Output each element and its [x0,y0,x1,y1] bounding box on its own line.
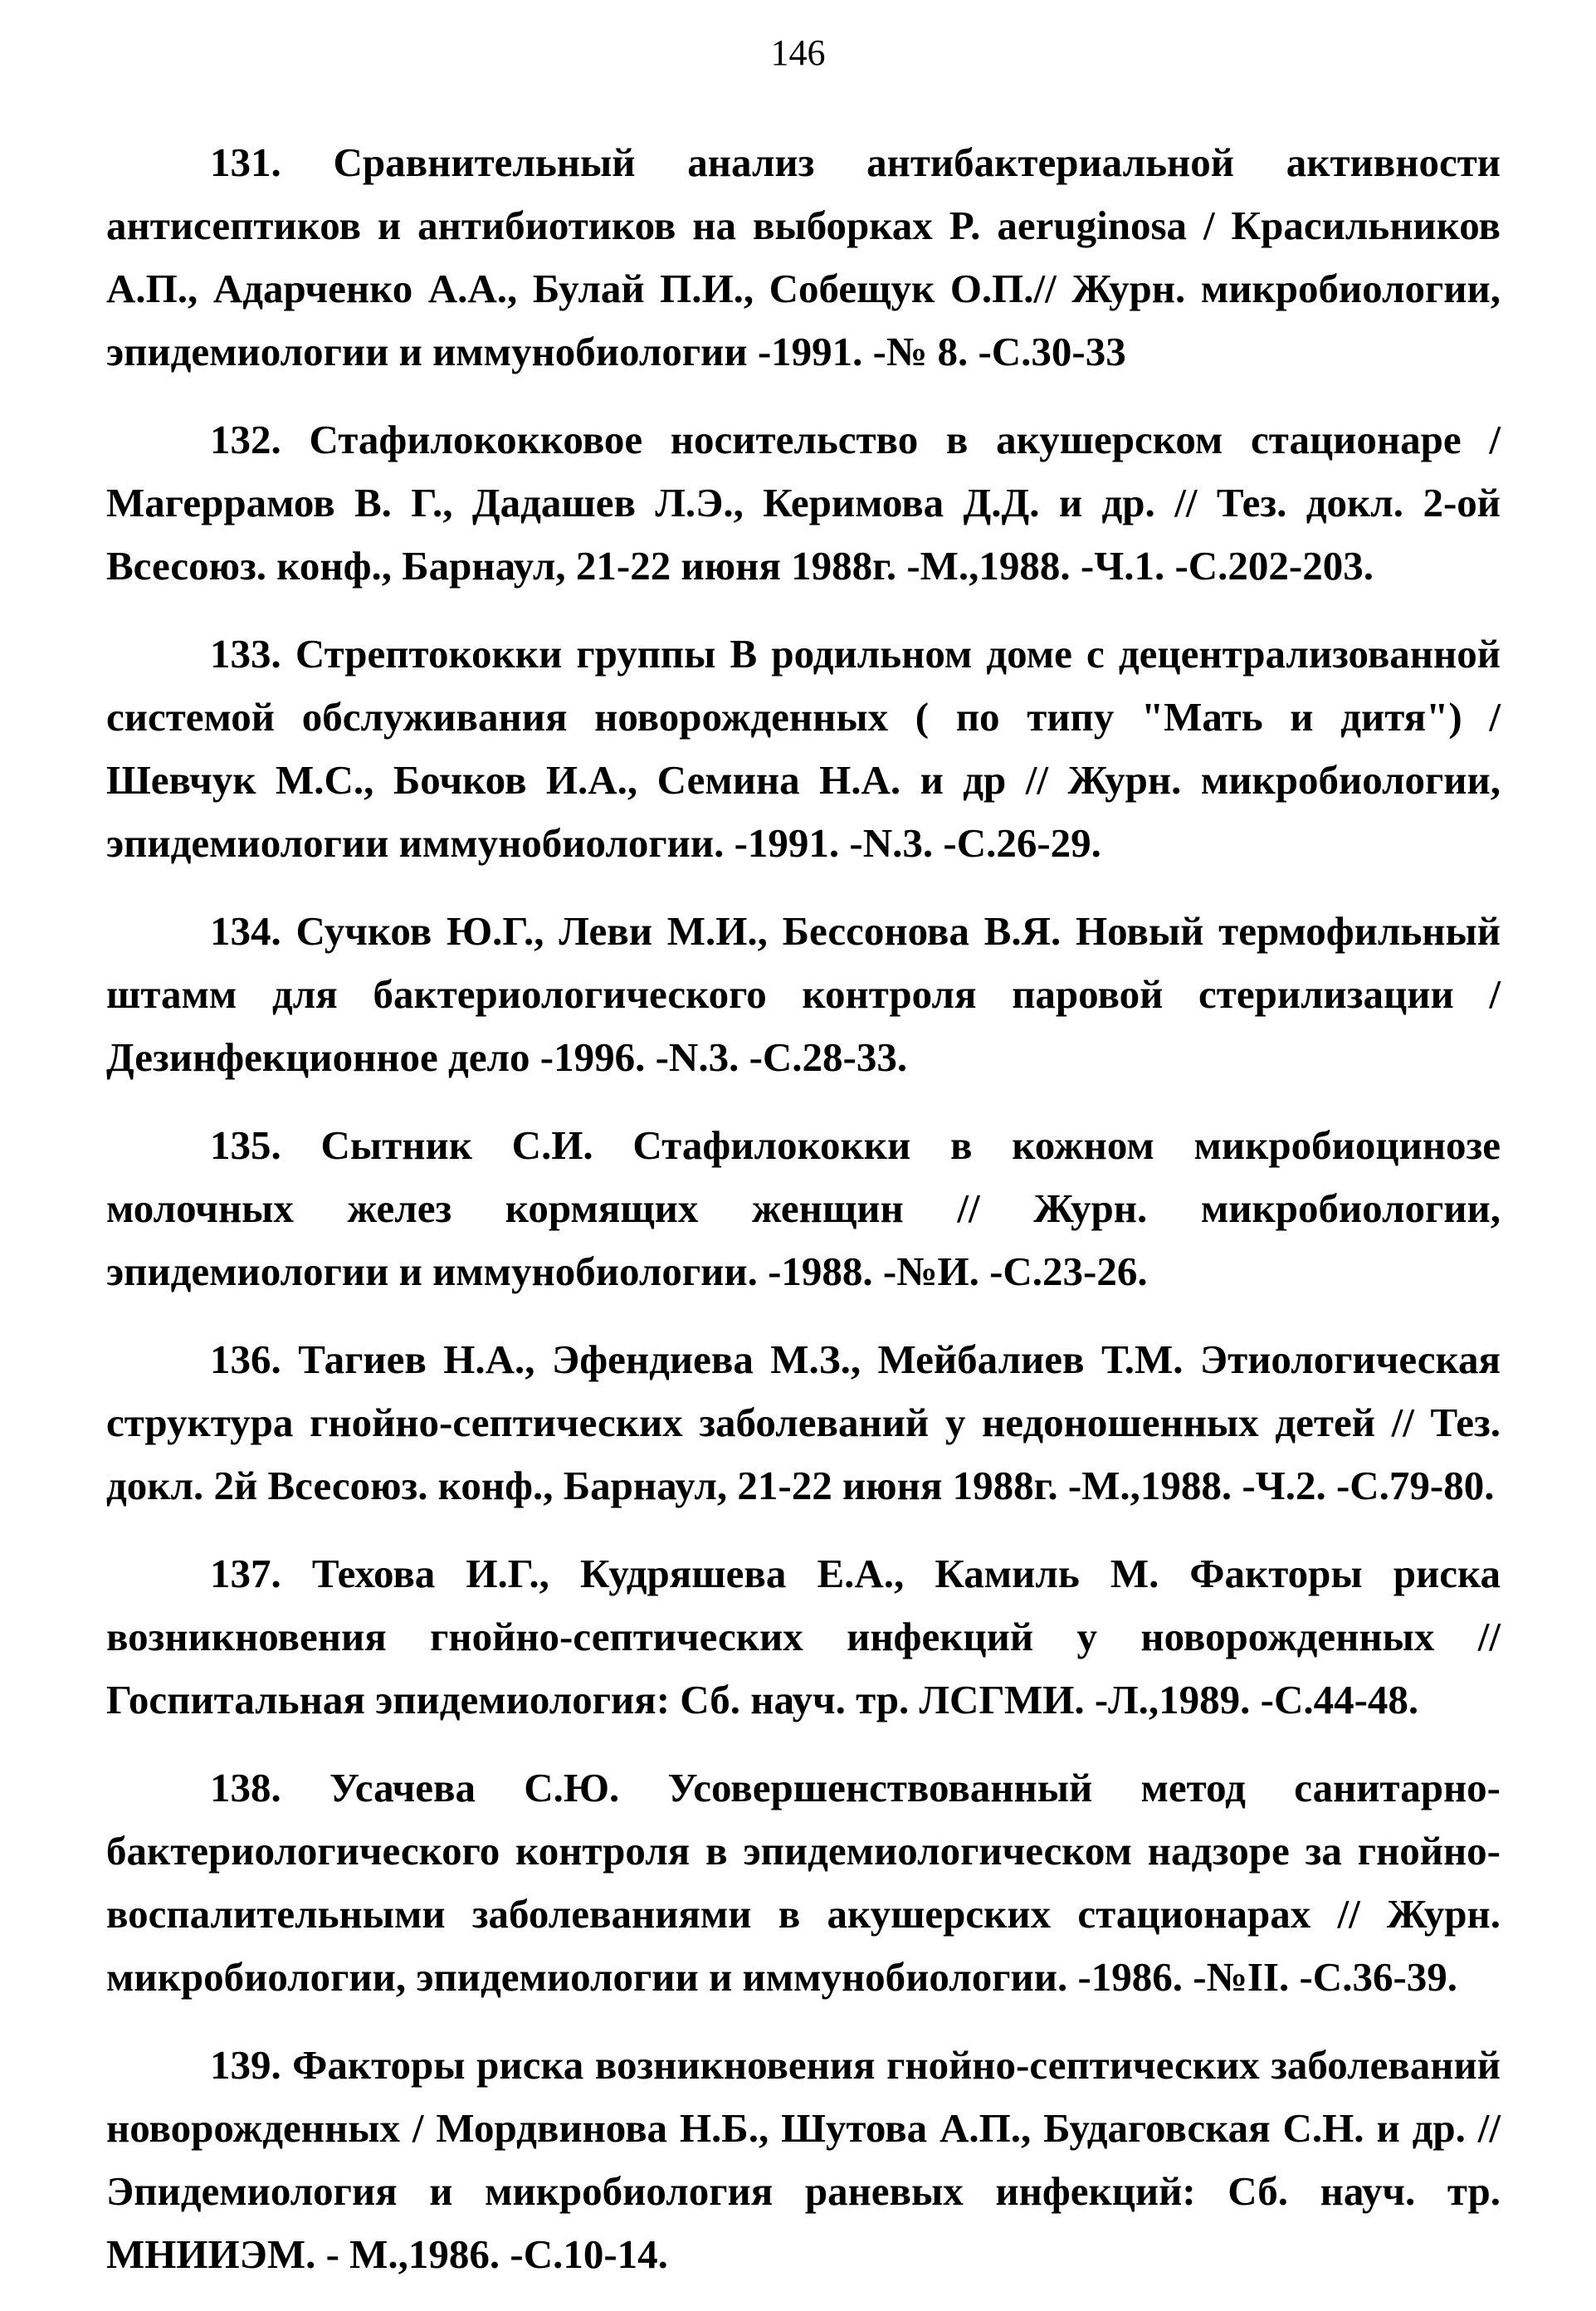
reference-text: Факторы риска возникновения гнойно-септических заболеваний новорожденных / Мордвинова Н.Б., Шутова А.П., Будаговская С.Н. и др. // Эпидемиология и микробиология раневых инфекций: Сб. науч. тр. МНИИЭМ. - М.,1986. -С.10-14. [106,2042,1501,2277]
reference-number: 131. [210,139,281,185]
reference-item [106,623,1501,875]
reference-item [106,1756,1501,2009]
reference-text: Сравнительный анализ антибактериальной активности антисептиков и антибиотиков на выборках P. aeruginosa / Красильников А.П., Адарченко А.А., Булай П.И., Собещук О.П.// Журн. микробиологии, эпидемиологии и иммунобиологии -1991. -№ 8. -С.30-33 [106,139,1501,374]
reference-number: 138. [210,1765,281,1810]
reference-text: Сытник С.И. Стафилококки в кожном микробиоцинозе молочных желез кормящих женщин // Журн. микробиологии, эпидемиологии и иммунобиологии. -1988. -№И. -С.23-26. [106,1122,1501,1294]
reference-number: 136. [210,1336,281,1382]
reference-item [106,1328,1501,1517]
reference-item [106,2034,1501,2286]
reference-number: 132. [210,417,281,462]
reference-number: 133. [210,631,281,677]
reference-text: Усачева С.Ю. Усовершенствованный метод санитарно-бактериологического контроля в эпидемиологическом надзоре за гнойно-воспалительными заболеваниями в акушерских стационарах // Журн. микробиологии, эпидемиологии и иммунобиологии. -1986. -№II. -С.36-39. [106,1765,1501,2000]
reference-number: 139. [210,2042,281,2088]
reference-text: Стрептококки группы В родильном доме с децентрализованной системой обслуживания новорожденных ( по типу "Мать и дитя") / Шевчук М.С., Бочков И.А., Семина Н.А. и др // Журн. микробиологии, эпидемиологии иммунобиологии. -1991. -N.3. -С.26-29. [106,631,1501,866]
page-number: 146 [770,32,826,73]
reference-number: 137. [210,1551,281,1596]
reference-text: Тагиев Н.А., Эфендиева М.З., Мейбалиев Т.М. Этиологическая структура гнойно-септических заболеваний у недоношенных детей // Тез. докл. 2й Всесоюз. конф., Барнаул, 21-22 июня 1988г. -М.,1988. -Ч.2. -С.79-80. [106,1336,1501,1508]
reference-item [106,1542,1501,1732]
reference-item [106,900,1501,1089]
reference-text: Стафилококковое носительство в акушерском стационаре / Магеррамов В. Г., Дадашев Л.Э., Керимова Д.Д. и др. // Тез. докл. 2-ой Всесоюз. конф., Барнаул, 21-22 июня 1988г. -М.,1988. -Ч.1. -С.202-203. [106,417,1501,589]
reference-text: Сучков Ю.Г., Леви М.И., Бессонова В.Я. Новый термофильный штамм для бактериологического контроля паровой стерилизации / Дезинфекционное дело -1996. -N.3. -С.28-33. [106,908,1501,1080]
reference-item [106,408,1501,598]
reference-number: 135. [210,1122,281,1168]
reference-number: 134. [210,908,281,954]
reference-list [106,131,1501,2311]
reference-item [106,1114,1501,1303]
reference-item [106,131,1501,384]
reference-text: Техова И.Г., Кудряшева Е.А., Камиль М. Факторы риска возникновения гнойно-септических инфекций у новорожденных // Госпитальная эпидемиология: Сб. науч. тр. ЛСГМИ. -Л.,1989. -С.44-48. [106,1551,1501,1722]
